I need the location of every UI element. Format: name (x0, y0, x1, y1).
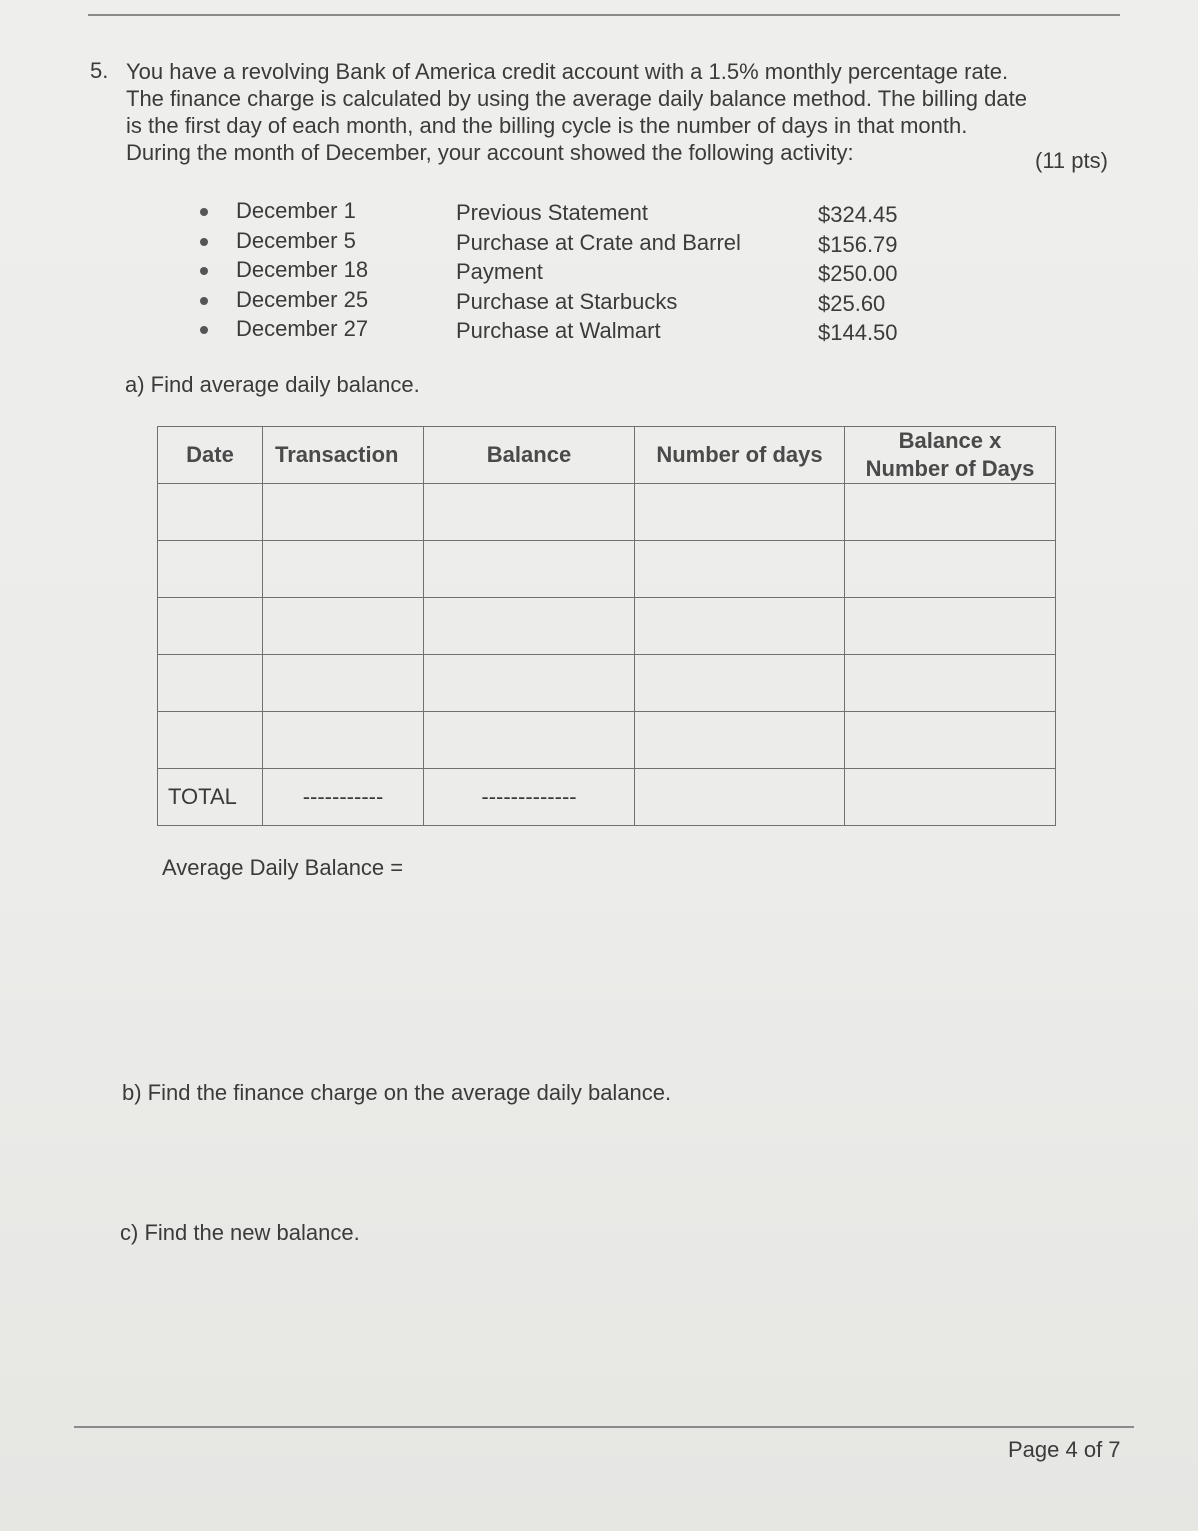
table-cell[interactable] (635, 484, 845, 541)
activity-description: Purchase at Walmart (456, 318, 661, 343)
table-cell[interactable] (263, 598, 424, 655)
bullet-icon (200, 326, 208, 334)
activity-amount: $156.79 (818, 231, 898, 257)
part-a-prompt: a) Find average daily balance. (125, 372, 420, 397)
table-cell[interactable] (424, 712, 635, 769)
table-cell[interactable] (845, 598, 1056, 655)
table-header-row (158, 427, 1056, 484)
activity-date: December 1 (236, 198, 356, 223)
table-cell[interactable] (635, 712, 845, 769)
table-cell[interactable] (263, 484, 424, 541)
question-line: During the month of December, your account showed the following activity: (126, 140, 854, 165)
activity-amount: $144.50 (818, 320, 898, 345)
table-cell[interactable] (845, 655, 1056, 712)
top-rule (88, 14, 1120, 16)
table-row (158, 541, 1056, 598)
table-cell[interactable] (158, 655, 263, 712)
table-row (158, 655, 1056, 712)
table-cell[interactable] (845, 541, 1056, 598)
table-cell[interactable] (635, 598, 845, 655)
activity-date: December 5 (236, 227, 356, 253)
activity-description: Payment (456, 259, 543, 284)
activity-amount: $250.00 (818, 261, 898, 286)
part-b-prompt: b) Find the finance charge on the average daily balance. (122, 1080, 672, 1105)
activity-date: December 25 (236, 286, 369, 312)
header-balance: Balance (424, 427, 635, 484)
table-cell[interactable] (635, 541, 845, 598)
table-cell[interactable] (635, 655, 845, 712)
bullet-icon (200, 238, 208, 246)
table-row (158, 598, 1056, 655)
activity-date: December 18 (236, 257, 369, 282)
table-cell[interactable] (845, 769, 1056, 826)
total-dash: ----------- (263, 769, 424, 826)
bullet-icon (200, 297, 208, 305)
table-cell[interactable] (158, 598, 263, 655)
activity-description: Purchase at Starbucks (456, 288, 678, 314)
part-c-prompt: c) Find the new balance. (120, 1220, 360, 1245)
table-cell[interactable] (635, 769, 845, 826)
page-number: Page 4 of 7 (1008, 1437, 1121, 1462)
table-cell[interactable] (424, 655, 635, 712)
activity-amount: $324.45 (818, 202, 898, 227)
table-cell[interactable] (845, 484, 1056, 541)
table-cell[interactable] (158, 484, 263, 541)
activity-description: Previous Statement (456, 200, 648, 225)
activity-description: Purchase at Crate and Barrel (456, 229, 741, 255)
total-dash: ------------- (424, 769, 635, 826)
average-daily-balance-label: Average Daily Balance = (162, 855, 404, 880)
table-total-row (158, 769, 1056, 826)
table-cell[interactable] (263, 541, 424, 598)
activity-date: December 27 (236, 316, 369, 341)
table-cell[interactable] (158, 712, 263, 769)
balance-table (157, 426, 1056, 826)
bullet-icon (200, 267, 208, 275)
question-number: 5. (90, 58, 109, 83)
header-line: Balance x (898, 428, 1002, 453)
bullet-icon (200, 208, 208, 216)
table-cell[interactable] (263, 655, 424, 712)
table-cell[interactable] (158, 541, 263, 598)
table-cell[interactable] (424, 598, 635, 655)
points-label: (11 pts) (1035, 148, 1108, 173)
header-balance-x-days (845, 427, 1056, 484)
table-row (158, 712, 1056, 769)
total-label: TOTAL (158, 769, 263, 826)
table-cell[interactable] (263, 712, 424, 769)
table-cell[interactable] (845, 712, 1056, 769)
table-cell[interactable] (424, 484, 635, 541)
question-line: The finance charge is calculated by using the average daily balance method. The billing date (126, 86, 1027, 111)
question-line: is the first day of each month, and the billing cycle is the number of days in that month. (126, 113, 968, 138)
header-transaction: Transaction (263, 427, 424, 484)
table-row (158, 484, 1056, 541)
header-line: Number of Days (865, 456, 1035, 481)
question-line: You have a revolving Bank of America credit account with a 1.5% monthly percentage rate. (126, 59, 1009, 84)
header-number-of-days: Number of days (635, 427, 845, 484)
header-date: Date (158, 427, 263, 484)
bottom-rule (74, 1426, 1134, 1428)
question-text (126, 58, 1121, 166)
table-cell[interactable] (424, 541, 635, 598)
activity-amount: $25.60 (818, 290, 886, 316)
